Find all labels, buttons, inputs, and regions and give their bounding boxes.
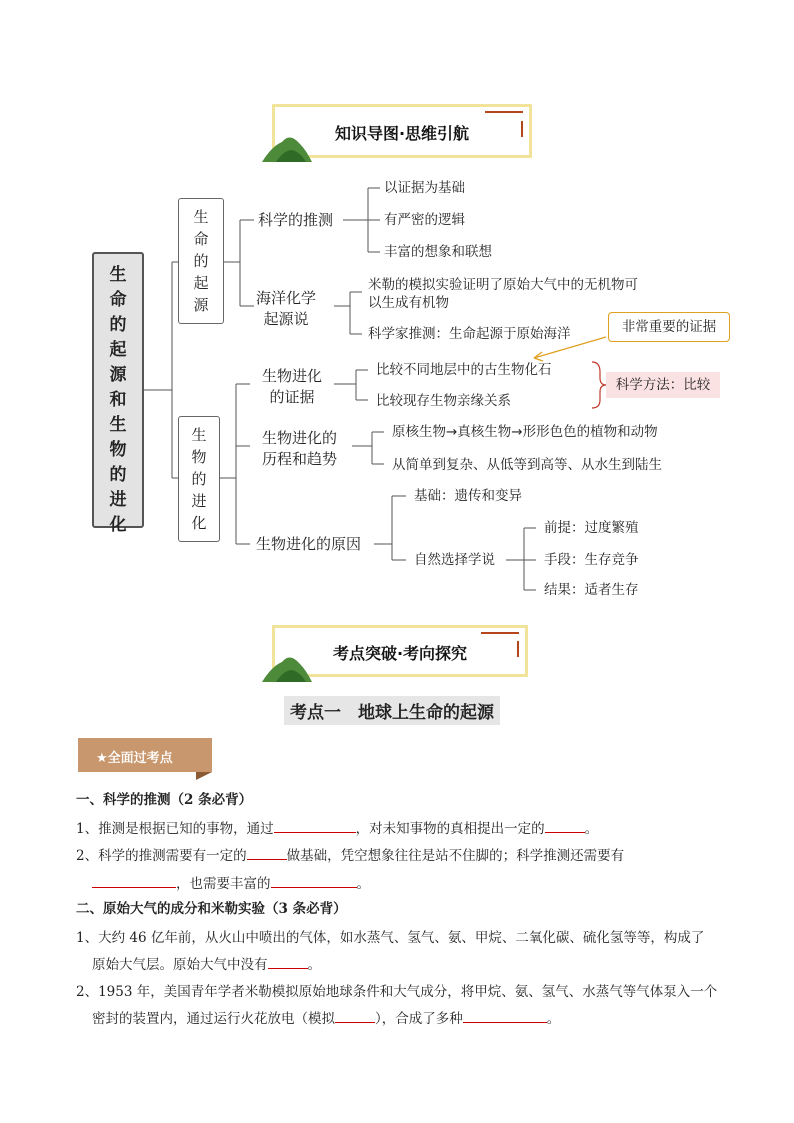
text-segment: 密封的装置内，通过运行火花放电（模拟 — [92, 1011, 335, 1027]
tag-all-points — [78, 738, 212, 772]
node-ocean-theory — [256, 288, 316, 330]
branch-char: 的 — [191, 470, 207, 488]
heading-sci-guess: 一、科学的推测（2 条必背） — [76, 792, 253, 808]
root-char: 命 — [109, 290, 127, 310]
text-line — [76, 817, 598, 837]
root-char: 化 — [109, 515, 127, 535]
text-segment: 。 — [356, 876, 370, 892]
branch-evolution-label — [179, 417, 219, 534]
heading-primitive-atmosphere: 二、原始大气的成分和米勒实验（3 条必背） — [76, 901, 347, 917]
node-ns-item: 前提：过度繁殖 — [544, 520, 639, 536]
node-basis: 基础：遗传和变异 — [414, 488, 522, 504]
branch-char: 生 — [191, 426, 207, 444]
node-evidence — [262, 366, 322, 408]
text-segment: ），合成了多种 — [375, 1011, 463, 1027]
node-sci-guess-item: 以证据为基础 — [384, 180, 465, 196]
root-char: 和 — [109, 390, 127, 410]
node-miller — [368, 276, 638, 312]
text-segment: 做基础，凭空想象往往是站不住脚的；科学推测还需要有 — [286, 848, 625, 864]
branch-char: 源 — [193, 296, 209, 314]
node-process — [262, 428, 337, 470]
banner-deco-line — [517, 641, 519, 657]
node-process-item: 原核生物→真核生物→形形色色的植物和动物 — [392, 424, 658, 440]
text-segment: 。 — [584, 821, 599, 837]
node-process-line: 历程和趋势 — [262, 450, 338, 468]
node-miller-line: 米勒的模拟实验证明了原始大气中的无机物可 — [368, 277, 638, 293]
text-segment: 1、推测是根据已知的事物，通过 — [76, 821, 274, 837]
node-sci-guess-item: 有严密的逻辑 — [384, 212, 465, 228]
fill-blank[interactable] — [463, 1009, 547, 1023]
tag-fold — [196, 772, 216, 782]
method-label — [606, 372, 720, 398]
branch-char: 起 — [193, 274, 209, 292]
banner-title: 考点突破·考向探究 — [332, 644, 468, 663]
text-line — [76, 844, 624, 864]
node-natural-selection: 自然选择学说 — [414, 552, 495, 568]
fill-blank[interactable] — [545, 819, 585, 833]
fill-blank[interactable] — [274, 819, 356, 833]
text-segment: 。 — [546, 1011, 561, 1027]
root-char: 起 — [109, 340, 127, 360]
text-segment: 原始大气层。原始大气中没有 — [92, 957, 268, 973]
fill-blank[interactable] — [271, 874, 357, 888]
root-char: 生 — [109, 415, 127, 435]
node-evidence-line: 生物进化 — [262, 367, 323, 385]
text-segment: 。 — [307, 957, 321, 973]
node-evidence-line: 的证据 — [269, 388, 315, 406]
text-segment: ，也需要丰富的 — [176, 876, 271, 892]
node-sci-guess-item: 丰富的想象和联想 — [384, 244, 492, 260]
branch-char: 进 — [191, 492, 207, 510]
root-char: 的 — [109, 315, 127, 335]
fill-blank[interactable] — [92, 874, 176, 888]
text-line: 2、1953 年，美国青年学者米勒模拟原始地球条件和大气成分，将甲烷、氨、氢气、水蒸气等气体泵入一个 — [76, 984, 718, 1000]
node-cause: 生物进化的原因 — [256, 535, 362, 553]
hill-icon — [262, 652, 312, 682]
text-line: 1、大约 46 亿年前，从火山中喷出的气体，如水蒸气、氢气、氨、甲烷、二氧化碳、硫化氢等等，构成了 — [76, 930, 705, 946]
branch-origin-label — [179, 199, 223, 316]
banner-deco-line — [481, 632, 519, 634]
node-scientist: 科学家推测：生命起源于原始海洋 — [368, 326, 571, 342]
node-ns-item: 结果：适者生存 — [544, 582, 639, 598]
fill-blank[interactable] — [335, 1009, 375, 1023]
mindmap-root-label — [94, 254, 142, 538]
fill-blank[interactable] — [268, 955, 308, 969]
text-segment: 2、科学的推测需要有一定的 — [76, 848, 247, 864]
root-char: 进 — [109, 490, 127, 510]
text-line — [92, 953, 321, 973]
mindmap-root — [92, 252, 144, 535]
node-ocean-line: 海洋化学 — [256, 289, 317, 307]
branch-char: 的 — [193, 252, 209, 270]
text-line — [92, 872, 370, 892]
node-process-item: 从简单到复杂、从低等到高等、从水生到陆生 — [392, 457, 662, 473]
section-title: 考点一 地球上生命的起源 — [284, 696, 500, 725]
banner-title: 知识导图·思维引航 — [334, 124, 470, 143]
branch-origin-of-life — [178, 198, 224, 324]
method-text: 科学方法：比较 — [615, 377, 711, 393]
branch-evolution — [178, 416, 220, 542]
node-miller-line: 以生成有机物 — [368, 295, 449, 311]
branch-char: 生 — [193, 208, 209, 226]
branch-char: 化 — [191, 514, 207, 532]
node-ns-item: 手段：生存竞争 — [544, 552, 639, 568]
node-evidence-item: 比较不同地层中的古生物化石 — [376, 362, 552, 378]
tag-text: ★全面过考点 — [96, 751, 173, 766]
callout-text: 非常重要的证据 — [621, 319, 717, 335]
text-line — [92, 1007, 560, 1027]
text-segment: ，对未知事物的真相提出一定的 — [355, 821, 545, 837]
root-char: 生 — [109, 265, 127, 285]
root-char: 物 — [109, 440, 127, 460]
branch-char: 命 — [193, 230, 209, 248]
callout-important — [608, 312, 730, 342]
branch-char: 物 — [191, 448, 207, 466]
node-sci-guess: 科学的推测 — [258, 211, 334, 229]
fill-blank[interactable] — [247, 846, 287, 860]
node-ocean-line: 起源说 — [263, 310, 309, 328]
node-process-line: 生物进化的 — [262, 429, 338, 447]
node-evidence-item: 比较现存生物亲缘关系 — [376, 393, 511, 409]
root-char: 源 — [109, 365, 127, 385]
root-char: 的 — [109, 465, 127, 485]
